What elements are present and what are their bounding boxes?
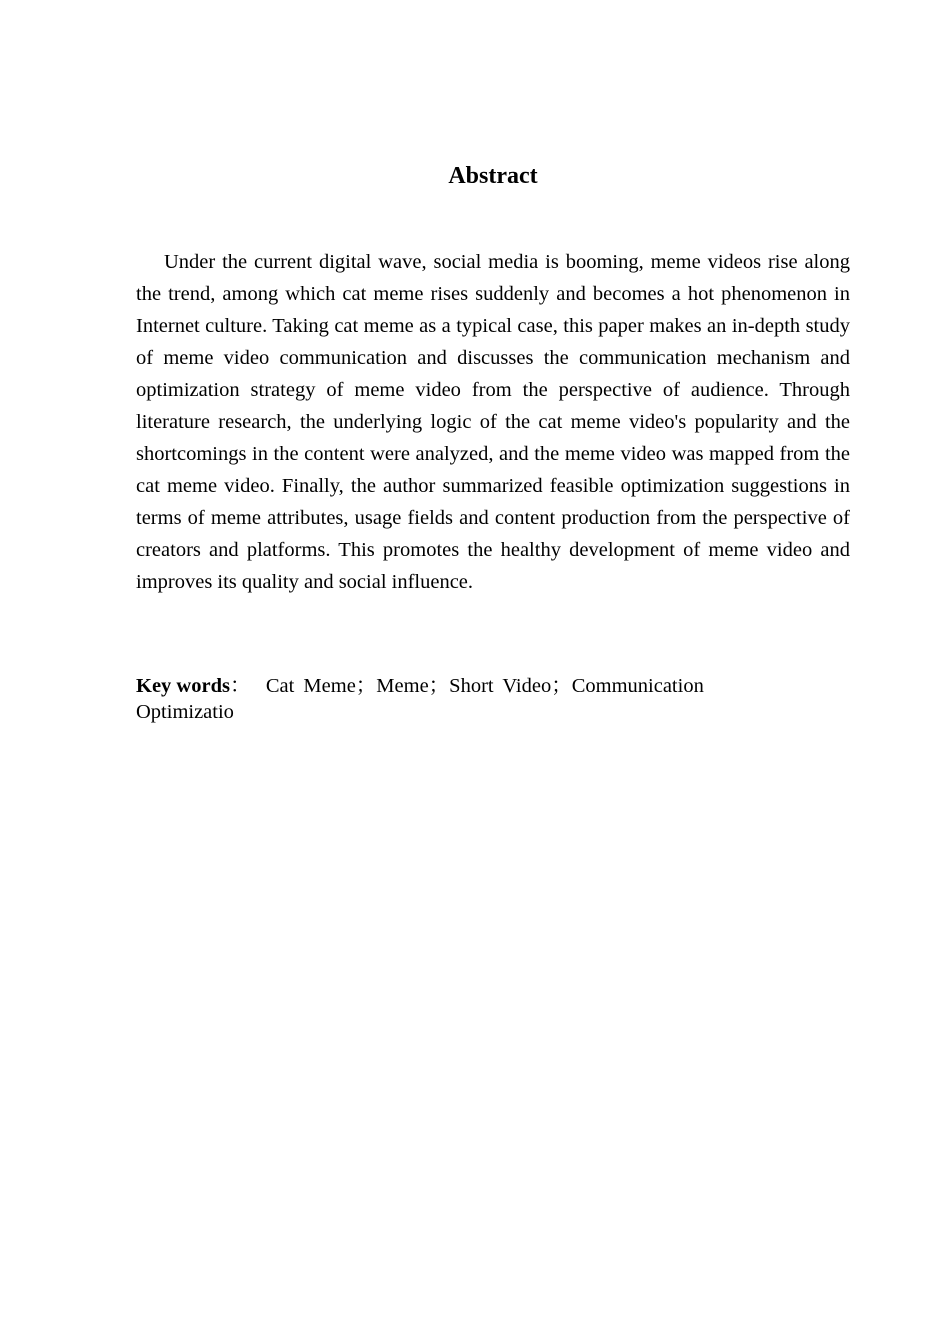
keyword-item: Optimizatio: [136, 701, 234, 723]
keyword-item: Communication: [571, 675, 704, 697]
keywords-label-separator: ：: [229, 675, 251, 697]
keyword-separator: ；: [355, 675, 377, 697]
abstract-body: Under the current digital wave, social media is booming, meme videos rise along the trend, among which cat meme rises suddenly and becomes a hot phenomenon in Internet culture. Taking cat meme as a typical case, this paper makes an in-depth study of meme video communication and discusses the communication mechanism and optimization strategy of meme video from the perspective of audience. Through literature research, the underlying logic of the cat meme video's popularity and the shortcomings in the content were analyzed, and the meme video was mapped from the cat meme video. Finally, the author summarized feasible optimization suggestions in terms of meme attributes, usage fields and content production from the perspective of creators and platforms. This promotes the healthy development of meme video and improves its quality and social influence.: [136, 251, 850, 593]
keywords-label: Key words: [136, 675, 230, 697]
keyword-item: Short Video: [449, 675, 552, 697]
abstract-title: Abstract: [448, 163, 538, 189]
keywords-line: [136, 673, 850, 725]
keyword-item: Meme: [376, 675, 429, 697]
keyword-item: Cat Meme: [265, 675, 356, 697]
keyword-separator: ；: [551, 675, 572, 697]
keyword-separator: ；: [428, 675, 450, 697]
